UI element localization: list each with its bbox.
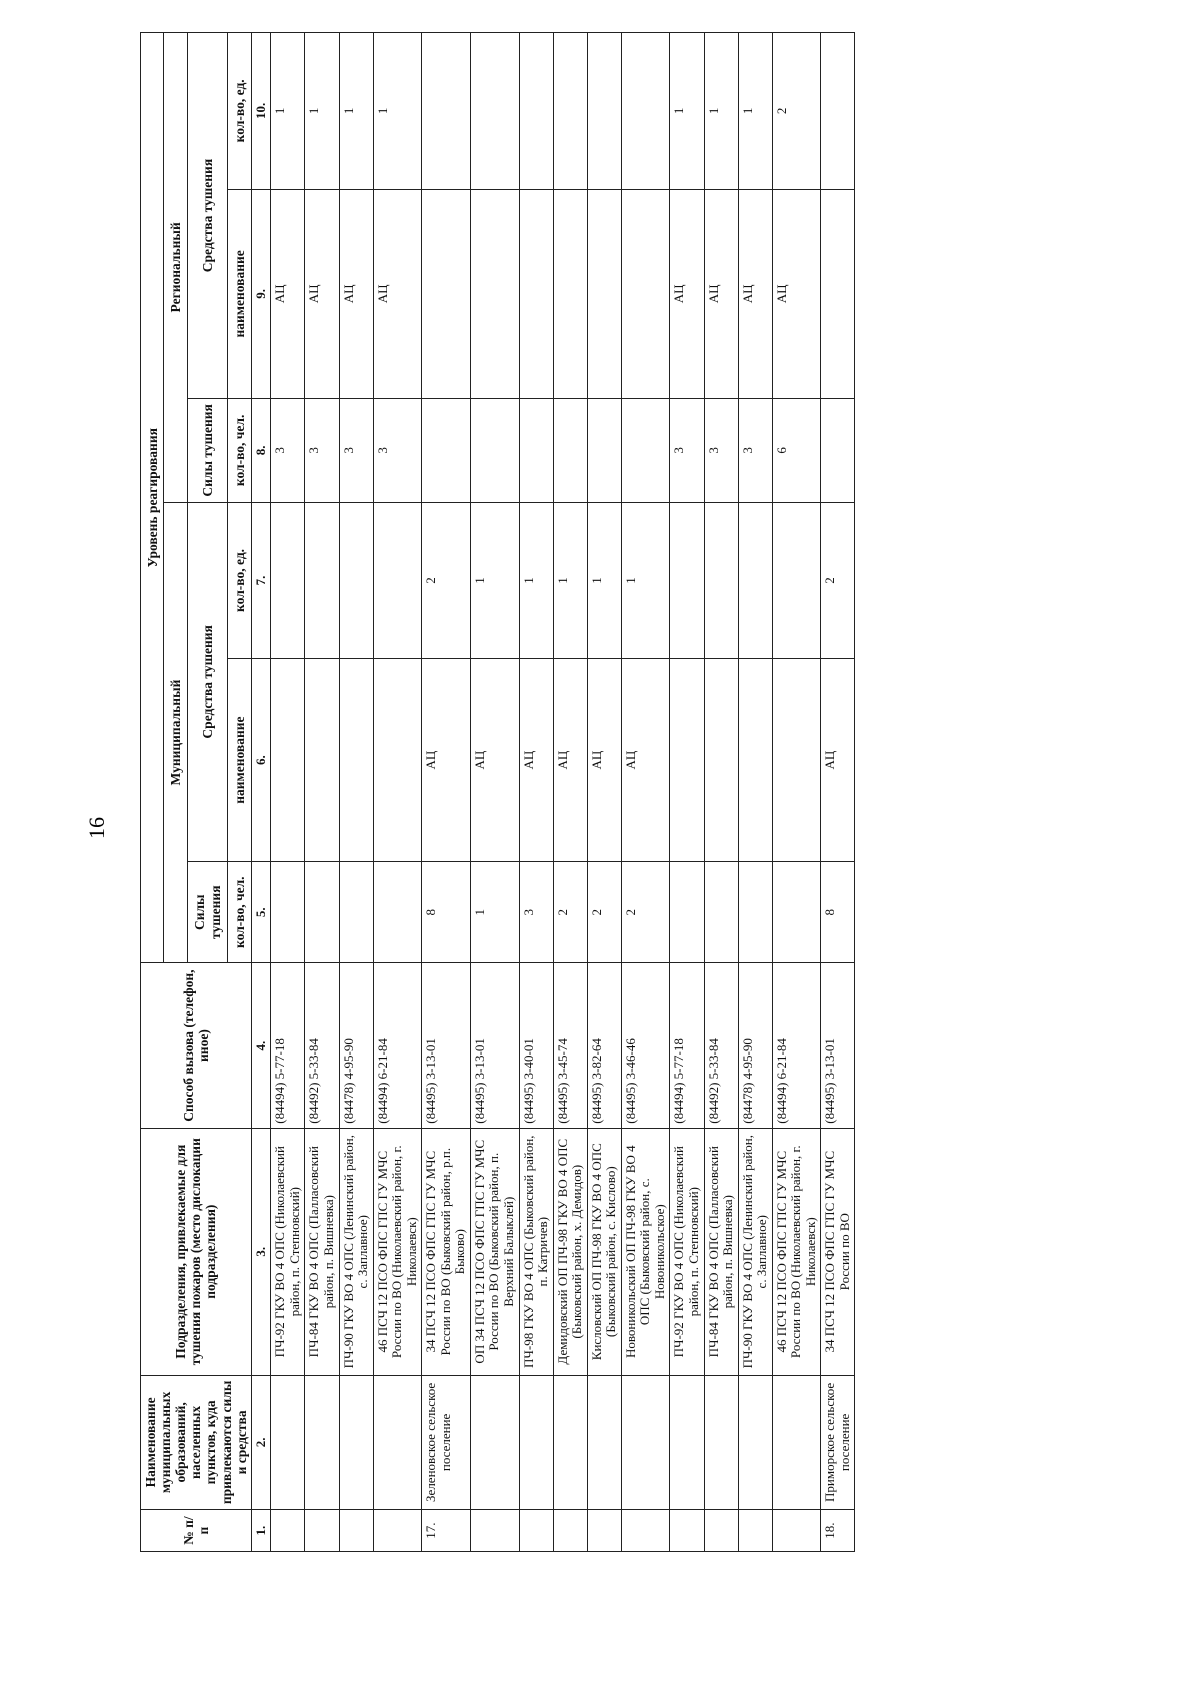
header-name-regional: наименование (228, 189, 251, 398)
municipal-forces-cell (704, 862, 738, 963)
regional-forces-cell (422, 399, 471, 503)
header-regional-means: Средства тушения (187, 33, 228, 399)
municipal-means-qty-cell: 1 (587, 502, 621, 659)
regional-forces-cell: 3 (305, 399, 339, 503)
phone-cell: (84478) 4-95-90 (738, 963, 772, 1128)
municipal-means-name-cell: АЦ (621, 659, 670, 862)
municipal-means-name-cell (670, 659, 704, 862)
phone-cell: (84495) 3-45-74 (553, 963, 587, 1128)
row-number (704, 1510, 738, 1552)
table-row (621, 33, 670, 1552)
municipal-forces-cell: 2 (587, 862, 621, 963)
regional-forces-cell: 6 (772, 399, 821, 503)
header-units: Подразделения, привлекаемые для тушения пожаров (место дислокации подразделения) (141, 1128, 252, 1375)
table-row (305, 33, 339, 1552)
row-number (519, 1510, 553, 1552)
regional-means-qty-cell (519, 33, 553, 190)
col-number: 8. (251, 399, 271, 503)
regional-means-name-cell: АЦ (305, 189, 339, 398)
municipal-means-name-cell (305, 659, 339, 862)
municipal-means-qty-cell (271, 502, 305, 659)
municipal-means-name-cell (271, 659, 305, 862)
unit-cell: Новоникольский ОП ПЧ-98 ГКУ ВО 4 ОПС (Быковский район, с. Новоникольское) (621, 1128, 670, 1375)
header-municipal-means: Средства тушения (187, 502, 228, 861)
header-qty-regional: кол-во, ед. (228, 33, 251, 190)
municipal-means-name-cell (772, 659, 821, 862)
phone-cell: (84492) 5-33-84 (704, 963, 738, 1128)
regional-means-qty-cell (553, 33, 587, 190)
municipal-forces-cell (271, 862, 305, 963)
unit-cell: ПЧ-98 ГКУ ВО 4 ОПС (Быковский район, п. Катричев) (519, 1128, 553, 1375)
table-row (553, 33, 587, 1552)
municipal-forces-cell: 1 (470, 862, 519, 963)
regional-means-name-cell: АЦ (339, 189, 373, 398)
header-response-level: Уровень реагирования (141, 33, 164, 963)
regional-means-name-cell: АЦ (271, 189, 305, 398)
phone-cell: (84494) 5-77-18 (271, 963, 305, 1128)
unit-cell: 34 ПСЧ 12 ПСО ФПС ГПС ГУ МЧС России по ВО (821, 1128, 855, 1375)
municipality-cell: Приморское сельское поселение (821, 1375, 855, 1509)
regional-means-name-cell: АЦ (373, 189, 422, 398)
col-number: 1. (251, 1510, 271, 1552)
row-number: 18. (821, 1510, 855, 1552)
regional-means-name-cell (821, 189, 855, 398)
municipality-cell (373, 1375, 422, 1509)
municipal-forces-cell: 2 (621, 862, 670, 963)
header-municipality: Наименование муниципальных образований, населенных пунктов, куда привлекаются силы и средства (141, 1375, 252, 1509)
municipal-means-qty-cell (339, 502, 373, 659)
unit-cell: 34 ПСЧ 12 ПСО ФПС ГПС ГУ МЧС России по ВО (Быковский район, р.п. Быково) (422, 1128, 471, 1375)
unit-cell: 46 ПСЧ 12 ПСО ФПС ГПС ГУ МЧС России по ВО (Николаевский район, г. Николаевск) (373, 1128, 422, 1375)
table-body (271, 33, 855, 1552)
municipal-means-qty-cell: 1 (470, 502, 519, 659)
municipality-cell (339, 1375, 373, 1509)
regional-means-qty-cell: 1 (738, 33, 772, 190)
regional-forces-cell: 3 (373, 399, 422, 503)
municipal-means-name-cell: АЦ (821, 659, 855, 862)
phone-cell: (84495) 3-82-64 (587, 963, 621, 1128)
table-row (670, 33, 704, 1552)
phone-cell: (84492) 5-33-84 (305, 963, 339, 1128)
municipality-cell (738, 1375, 772, 1509)
municipal-means-qty-cell: 1 (621, 502, 670, 659)
regional-means-name-cell: АЦ (738, 189, 772, 398)
regional-means-qty-cell (422, 33, 471, 190)
municipal-means-qty-cell: 2 (422, 502, 471, 659)
municipality-cell (305, 1375, 339, 1509)
unit-cell: ПЧ-84 ГКУ ВО 4 ОПС (Палласовский район, п. Вишневка) (704, 1128, 738, 1375)
row-number (470, 1510, 519, 1552)
regional-forces-cell: 3 (738, 399, 772, 503)
phone-cell: (84495) 3-46-46 (621, 963, 670, 1128)
municipal-means-qty-cell (670, 502, 704, 659)
municipal-forces-cell (670, 862, 704, 963)
municipal-means-name-cell: АЦ (519, 659, 553, 862)
table-row (373, 33, 422, 1552)
table-row (271, 33, 305, 1552)
row-number (772, 1510, 821, 1552)
regional-forces-cell: 3 (339, 399, 373, 503)
table-row (704, 33, 738, 1552)
col-number: 6. (251, 659, 271, 862)
response-table (140, 32, 855, 1552)
regional-forces-cell: 3 (271, 399, 305, 503)
regional-means-qty-cell: 1 (704, 33, 738, 190)
municipal-forces-cell (772, 862, 821, 963)
col-number: 9. (251, 189, 271, 398)
row-number (670, 1510, 704, 1552)
regional-means-qty-cell: 1 (339, 33, 373, 190)
table-row (519, 33, 553, 1552)
municipal-forces-cell: 8 (422, 862, 471, 963)
regional-means-name-cell: АЦ (772, 189, 821, 398)
regional-forces-cell (587, 399, 621, 503)
table-row (738, 33, 772, 1552)
municipal-forces-cell (738, 862, 772, 963)
unit-cell: ПЧ-92 ГКУ ВО 4 ОПС (Николаевский район, п. Степновский) (670, 1128, 704, 1375)
unit-cell: Демидовский ОП ПЧ-98 ГКУ ВО 4 ОПС (Быковский район, х. Демидов) (553, 1128, 587, 1375)
header-name-municipal: наименование (228, 659, 251, 862)
row-number (553, 1510, 587, 1552)
col-number: 7. (251, 502, 271, 659)
col-number: 4. (251, 963, 271, 1128)
municipal-means-qty-cell: 1 (553, 502, 587, 659)
municipal-means-qty-cell (305, 502, 339, 659)
municipal-means-name-cell: АЦ (553, 659, 587, 862)
municipal-means-name-cell (339, 659, 373, 862)
municipal-forces-cell (373, 862, 422, 963)
phone-cell: (84495) 3-40-01 (519, 963, 553, 1128)
municipal-means-name-cell: АЦ (587, 659, 621, 862)
unit-cell: Кисловский ОП ПЧ-98 ГКУ ВО 4 ОПС (Быковский район, с. Кислово) (587, 1128, 621, 1375)
regional-means-name-cell: АЦ (670, 189, 704, 398)
regional-means-name-cell (553, 189, 587, 398)
col-number: 2. (251, 1375, 271, 1509)
regional-means-qty-cell (587, 33, 621, 190)
table-row (772, 33, 821, 1552)
municipal-means-qty-cell (373, 502, 422, 659)
col-number: 5. (251, 862, 271, 963)
municipal-forces-cell (305, 862, 339, 963)
unit-cell: ПЧ-84 ГКУ ВО 4 ОПС (Палласовский район, п. Вишневка) (305, 1128, 339, 1375)
regional-means-qty-cell (821, 33, 855, 190)
table-row (587, 33, 621, 1552)
municipality-cell (271, 1375, 305, 1509)
header-call-method: Способ вызова (телефон, иное) (141, 963, 252, 1128)
header-people-regional: кол-во, чел. (228, 399, 251, 503)
header-municipal: Муниципальный (164, 502, 187, 963)
unit-cell: ПЧ-90 ГКУ ВО 4 ОПС (Ленинский район, с. Заплавное) (339, 1128, 373, 1375)
regional-forces-cell (470, 399, 519, 503)
regional-forces-cell: 3 (670, 399, 704, 503)
phone-cell: (84494) 5-77-18 (670, 963, 704, 1128)
row-number (339, 1510, 373, 1552)
regional-means-qty-cell: 2 (772, 33, 821, 190)
municipal-means-qty-cell (704, 502, 738, 659)
row-number (305, 1510, 339, 1552)
row-number (738, 1510, 772, 1552)
municipality-cell (587, 1375, 621, 1509)
table-row (821, 33, 855, 1552)
header-municipal-forces: Силы тушения (187, 862, 228, 963)
regional-means-name-cell (621, 189, 670, 398)
phone-cell: (84495) 3-13-01 (470, 963, 519, 1128)
municipal-means-name-cell (704, 659, 738, 862)
unit-cell: ПЧ-90 ГКУ ВО 4 ОПС (Ленинский район, с. Заплавное) (738, 1128, 772, 1375)
regional-means-name-cell (587, 189, 621, 398)
regional-means-qty-cell (470, 33, 519, 190)
col-number: 3. (251, 1128, 271, 1375)
table-row (422, 33, 471, 1552)
regional-forces-cell (821, 399, 855, 503)
regional-means-name-cell (519, 189, 553, 398)
row-number (271, 1510, 305, 1552)
row-number (373, 1510, 422, 1552)
municipality-cell (470, 1375, 519, 1509)
regional-means-name-cell (470, 189, 519, 398)
rotated-table-wrapper (140, 32, 1155, 1552)
regional-means-qty-cell: 1 (373, 33, 422, 190)
municipality-cell (704, 1375, 738, 1509)
municipal-forces-cell: 8 (821, 862, 855, 963)
row-number (621, 1510, 670, 1552)
municipality-cell (670, 1375, 704, 1509)
page-number: 16 (84, 817, 109, 839)
municipal-means-name-cell (738, 659, 772, 862)
municipality-cell (621, 1375, 670, 1509)
header-no: № п/п (141, 1510, 252, 1552)
municipal-means-qty-cell (738, 502, 772, 659)
unit-cell: 46 ПСЧ 12 ПСО ФПС ГПС ГУ МЧС России по ВО (Николаевский район, г. Николаевск) (772, 1128, 821, 1375)
row-number: 17. (422, 1510, 471, 1552)
municipal-means-name-cell: АЦ (470, 659, 519, 862)
unit-cell: ПЧ-92 ГКУ ВО 4 ОПС (Николаевский район, п. Степновский) (271, 1128, 305, 1375)
header-qty-municipal: кол-во, ед. (228, 502, 251, 659)
municipality-cell (772, 1375, 821, 1509)
regional-means-name-cell: АЦ (704, 189, 738, 398)
regional-means-qty-cell: 1 (305, 33, 339, 190)
regional-forces-cell: 3 (704, 399, 738, 503)
row-number (587, 1510, 621, 1552)
regional-means-qty-cell: 1 (670, 33, 704, 190)
table-row (470, 33, 519, 1552)
municipal-forces-cell: 3 (519, 862, 553, 963)
regional-means-qty-cell: 1 (271, 33, 305, 190)
phone-cell: (84495) 3-13-01 (422, 963, 471, 1128)
unit-cell: ОП 34 ПСЧ 12 ПСО ФПС ГПС ГУ МЧС России по ВО (Быковский район, п. Верхний Балыклей) (470, 1128, 519, 1375)
municipal-means-qty-cell: 1 (519, 502, 553, 659)
regional-forces-cell (553, 399, 587, 503)
municipal-means-name-cell (373, 659, 422, 862)
municipality-cell (553, 1375, 587, 1509)
header-regional-forces: Силы тушения (187, 399, 228, 503)
municipal-means-name-cell: АЦ (422, 659, 471, 862)
regional-means-qty-cell (621, 33, 670, 190)
col-number: 10. (251, 33, 271, 190)
phone-cell: (84494) 6-21-84 (373, 963, 422, 1128)
municipal-means-qty-cell (772, 502, 821, 659)
municipal-forces-cell: 2 (553, 862, 587, 963)
regional-means-name-cell (422, 189, 471, 398)
table-row (339, 33, 373, 1552)
regional-forces-cell (519, 399, 553, 503)
phone-cell: (84494) 6-21-84 (772, 963, 821, 1128)
municipal-forces-cell (339, 862, 373, 963)
header-people-municipal: кол-во, чел. (228, 862, 251, 963)
municipal-means-qty-cell: 2 (821, 502, 855, 659)
regional-forces-cell (621, 399, 670, 503)
header-regional: Региональный (164, 33, 187, 503)
phone-cell: (84478) 4-95-90 (339, 963, 373, 1128)
phone-cell: (84495) 3-13-01 (821, 963, 855, 1128)
municipality-cell: Зеленовское сельское поселение (422, 1375, 471, 1509)
municipality-cell (519, 1375, 553, 1509)
